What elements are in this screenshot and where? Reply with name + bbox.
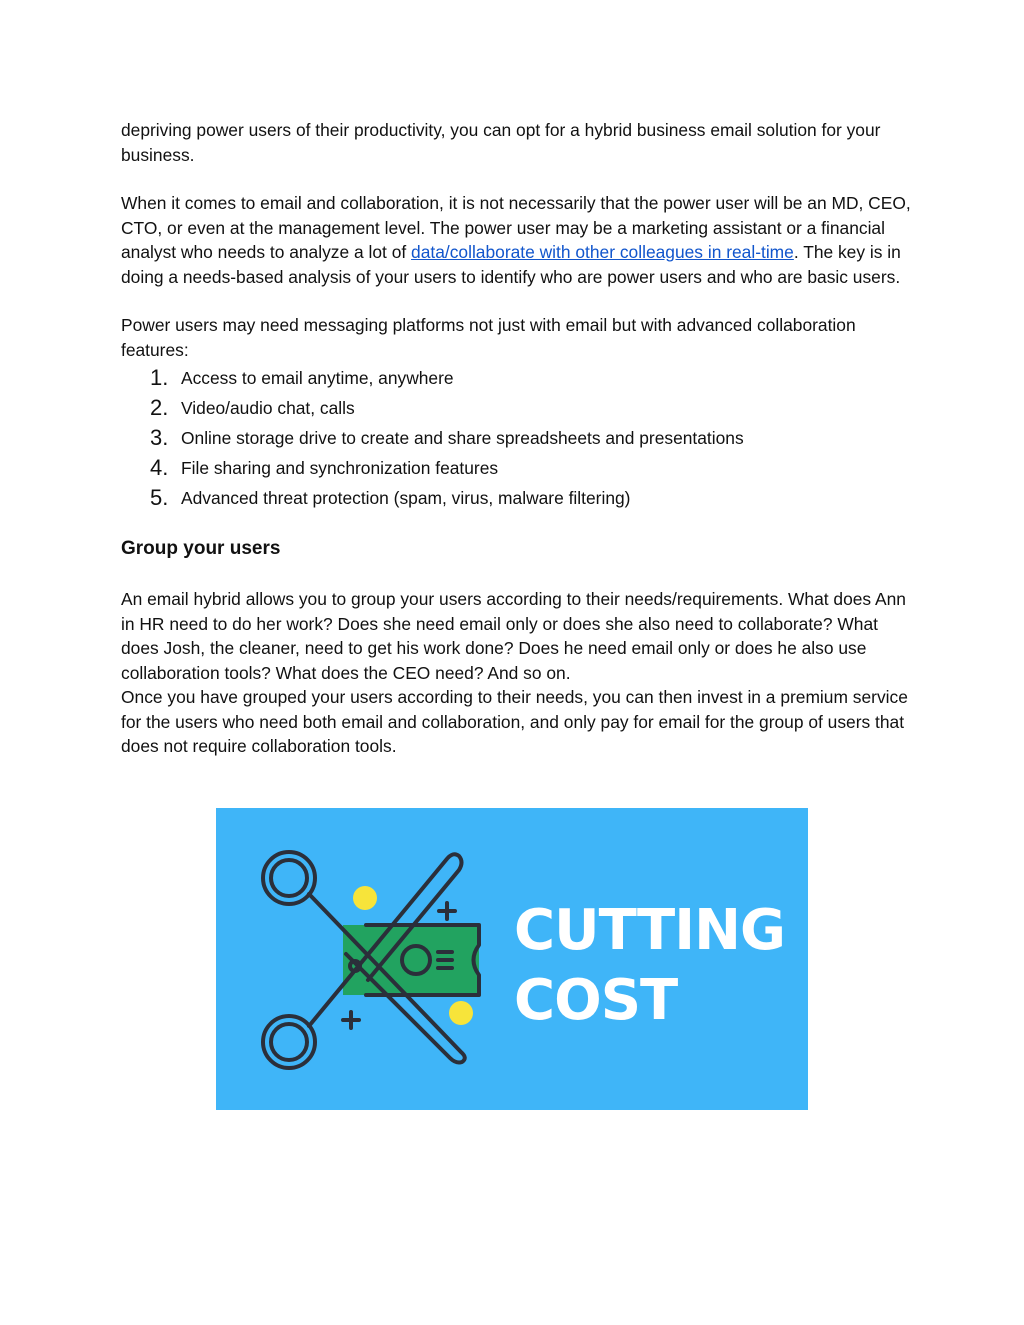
list-item-text: File sharing and synchronization features xyxy=(181,458,499,478)
list-item xyxy=(121,423,911,453)
list-number: 2. xyxy=(150,395,169,420)
list-number: 4. xyxy=(150,455,169,480)
coin xyxy=(449,1001,473,1025)
banner-title-line: COST xyxy=(514,968,678,1033)
list-item xyxy=(121,363,911,393)
list-item-text: Online storage drive to create and share spreadsheets and presentations xyxy=(181,428,744,448)
paragraph-group-users: An email hybrid allows you to group your users according to their needs/requirements. What does Ann in HR need to do her work? Does she need email only or does she also need to collaborate? What does Josh, the cleaner, need to get his work done? Does he need email only or does he also use collaboration tools? What does the CEO need? And so on. xyxy=(121,589,906,683)
list-item-text: Video/audio chat, calls xyxy=(181,398,355,418)
list-item-text: Advanced threat protection (spam, virus, malware filtering) xyxy=(181,488,631,508)
collaborate-link[interactable]: data/collaborate with other colleagues in real-time xyxy=(411,242,794,262)
paragraph-text: When it comes to email and collaboration, it is not necessarily that the power user will be an MD, CEO, CTO, or even at the management level. The power user may be a marketing assistant or a financial analyst who needs to analyze a lot of xyxy=(121,193,911,262)
list-number: 3. xyxy=(150,425,169,450)
list-number: 1. xyxy=(150,365,169,390)
section-heading: Group your users xyxy=(121,538,281,559)
list-item-text: Access to email anytime, anywhere xyxy=(181,368,454,388)
list-item xyxy=(121,483,911,513)
document-body xyxy=(121,118,911,759)
features-list xyxy=(121,363,911,513)
paragraph-intro: depriving power users of their productivity, you can opt for a hybrid business email solution for your business. xyxy=(121,120,881,165)
banner-title-line: CUTTING xyxy=(514,898,785,963)
banner-title xyxy=(514,896,785,1036)
list-item xyxy=(121,393,911,423)
paragraph-features-intro: Power users may need messaging platforms not just with email but with advanced collaboration features: xyxy=(121,315,856,360)
paragraph-text: . The key is in doing a needs-based analysis of your users to identify who are power users and who are basic users. xyxy=(121,242,901,287)
list-item xyxy=(121,453,911,483)
paragraph-group-invest: Once you have grouped your users according to their needs, you can then invest in a premium service for the users who need both email and collaboration, and only pay for email for the group of users that does not require collaboration tools. xyxy=(121,687,908,756)
coin xyxy=(353,886,377,910)
cutting-cost-banner xyxy=(216,808,808,1110)
list-number: 5. xyxy=(150,485,169,510)
paragraph-power-user xyxy=(121,191,911,289)
